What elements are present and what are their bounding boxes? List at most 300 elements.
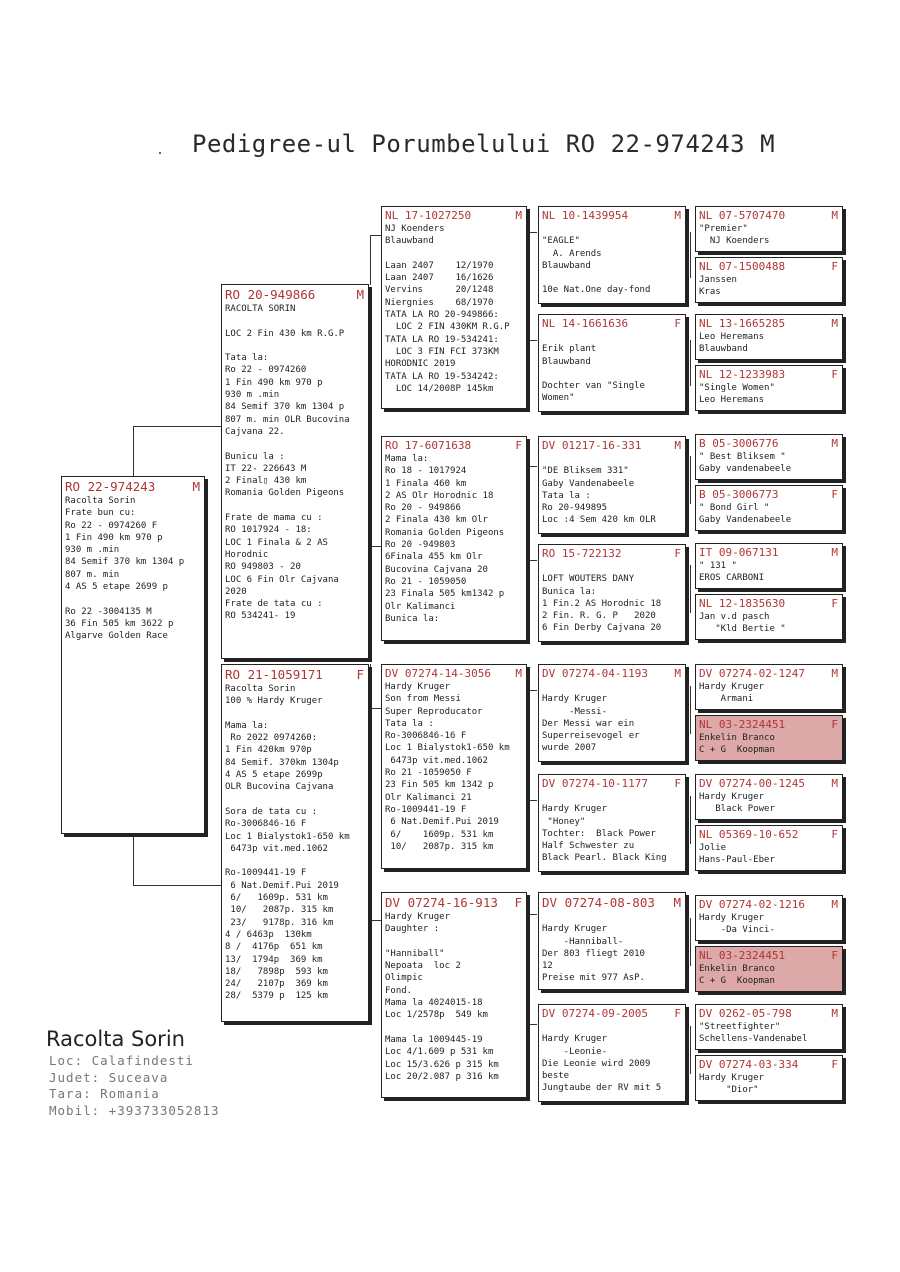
owner-name: Racolta Sorin — [46, 1027, 185, 1051]
note-line: C + G Koopman — [699, 976, 775, 987]
note-line — [225, 794, 365, 806]
note-line: "Streetfighter" — [699, 1022, 781, 1032]
note-line — [225, 315, 365, 327]
sex-marker: M — [831, 898, 838, 911]
ring-number: NL 07-5707470 — [699, 209, 786, 222]
note-line — [385, 1022, 523, 1034]
ring-number: NL 13-1665285 — [699, 317, 786, 330]
note-line: 18/ 7898p 593 km — [225, 966, 328, 977]
note-line: 6 Nat.Demif.Pui 2019 — [225, 880, 339, 891]
sex-marker: M — [831, 1007, 838, 1020]
sex-marker: M — [674, 667, 681, 680]
sex-marker: F — [674, 777, 681, 790]
note-line: Racolta Sorin — [65, 496, 136, 506]
note-line: 1 Fin 490 km 970 p — [225, 377, 323, 388]
note-line: Women" — [542, 393, 575, 404]
pigeon-card-notes — [696, 1071, 842, 1098]
pigeon-card-header — [696, 1056, 842, 1071]
ring-number: DV 07274-04-1193 — [542, 667, 648, 680]
sex-marker: F — [831, 488, 838, 501]
sex-marker: F — [831, 597, 838, 610]
pigeon-card-header — [382, 437, 526, 452]
pigeon-card-g3 — [695, 314, 843, 360]
note-line: wurde 2007 — [542, 743, 597, 754]
note-line: Jolie — [699, 843, 727, 853]
note-line: Blauwband — [542, 356, 591, 367]
pigeon-card-header — [539, 437, 685, 452]
note-line: 28/ 5379 p 125 km — [225, 991, 328, 1002]
connector-line — [690, 686, 691, 734]
note-line: Jungtaube der RV mit 5 — [542, 1083, 662, 1094]
note-line: 13/ 1794p 369 km — [225, 954, 323, 965]
pigeon-card-notes — [696, 962, 842, 989]
ring-number: NL 03-2324451 — [699, 718, 786, 731]
pigeon-card-g4 — [695, 365, 843, 411]
connector-line — [690, 796, 691, 844]
note-line: Loc :4 Sem 420 km OLR — [542, 515, 656, 526]
note-line: Romania Golden Pigeons — [385, 527, 505, 538]
ring-number: DV 07274-10-1177 — [542, 777, 648, 790]
sex-marker: M — [831, 317, 838, 330]
note-line — [542, 561, 682, 573]
note-line: beste — [542, 1071, 570, 1082]
note-line: "Single Women" — [699, 383, 775, 393]
note-line: LOC 6 Fin Olr Cajvana — [225, 574, 339, 585]
pigeon-card-header — [222, 665, 368, 682]
note-line — [542, 453, 682, 465]
note-line: 6/ 1609p. 531 km — [385, 829, 494, 840]
note-line: Black Power — [699, 804, 775, 815]
pigeon-card-header — [696, 366, 842, 381]
connector-line — [370, 435, 371, 546]
pigeon-card-notes — [696, 790, 842, 817]
sex-marker: M — [831, 209, 838, 222]
ring-number: DV 01217-16-331 — [542, 439, 642, 452]
owner-location: Loc: Calafindesti — [49, 1053, 194, 1068]
pigeon-card-g14 — [695, 946, 843, 992]
note-line — [542, 272, 682, 284]
owner-country: Tara: Romania — [49, 1086, 160, 1101]
connector-line — [529, 800, 537, 801]
note-line: Racolta Sorin — [225, 684, 296, 694]
note-line: Cajvana 22. — [225, 426, 285, 437]
sex-marker: M — [192, 479, 200, 494]
note-line: Frate de mama cu : — [225, 513, 323, 524]
note-line — [542, 223, 682, 235]
note-line: Bunica la: — [385, 613, 440, 624]
pigeon-card-g13 — [695, 895, 843, 941]
note-line: "EAGLE" — [542, 236, 580, 247]
note-line: Ro 21 -1059050 F — [385, 768, 472, 779]
pigeon-card-notes — [382, 680, 526, 854]
note-line: Ro 20-949895 — [542, 503, 608, 514]
note-line — [225, 340, 365, 352]
note-line — [542, 331, 682, 343]
note-line: 6Finala 455 km Olr — [385, 552, 483, 563]
note-line: Loc 4/1.609 p 531 km — [385, 1047, 494, 1058]
pigeon-card-mmm — [538, 1004, 686, 1102]
note-line: Superreisevogel er — [542, 731, 640, 742]
note-line: 24/ 2107p 369 km — [225, 979, 328, 990]
pigeon-card-notes — [696, 450, 842, 477]
note-line: Tata la: — [225, 353, 269, 364]
note-line: Hardy Kruger — [699, 682, 765, 692]
note-line: Mama la: — [385, 454, 429, 464]
pigeon-card-notes — [696, 381, 842, 408]
connector-line — [370, 664, 371, 708]
note-line: -Da Vinci- — [699, 925, 775, 936]
pigeon-card-header — [696, 544, 842, 559]
note-line: RO 949803 - 20 — [225, 562, 301, 573]
note-line: Hardy Kruger — [699, 913, 765, 923]
pigeon-card-notes — [696, 731, 842, 758]
note-line: " Best Bliksem " — [699, 452, 786, 462]
note-line: RO 534241- 19 — [225, 611, 296, 622]
note-line: " 131 " — [699, 561, 737, 571]
note-line: TATA LA RO 19-534242: — [385, 371, 499, 382]
note-line — [225, 438, 365, 450]
note-line: -Leonie- — [542, 1046, 608, 1057]
note-line: Romania Golden Pigeons — [225, 488, 345, 499]
note-line: LOC 14/2008P 145km — [385, 383, 494, 394]
note-line: Ro 20 -949803 — [385, 540, 456, 551]
pigeon-card-ff — [381, 206, 527, 409]
note-line — [225, 708, 365, 720]
pigeon-card-header — [382, 207, 526, 222]
pigeon-card-mff — [538, 664, 686, 762]
note-line: NJ Koenders — [385, 224, 445, 234]
note-line: 2 Final▯ 430 km — [225, 476, 307, 487]
sex-marker: M — [515, 667, 522, 680]
ring-number: DV 07274-09-2005 — [542, 1007, 648, 1020]
note-line: Horodnic — [225, 549, 269, 560]
ring-number: NL 03-2324451 — [699, 949, 786, 962]
note-line: TATA LA RO 19-534241: — [385, 334, 499, 345]
note-line: 1 Finala 460 km — [385, 478, 467, 489]
note-line: 8 / 4176p 651 km — [225, 942, 323, 953]
note-line: NJ Koenders — [699, 236, 770, 247]
note-line: Super Reproducator — [385, 706, 483, 717]
note-line: 2 Finala 430 km Olr — [385, 515, 488, 526]
note-line: 100 % Hardy Kruger — [225, 696, 323, 707]
pigeon-card-mmf — [538, 892, 686, 990]
note-line: Tata la : — [385, 718, 434, 729]
ring-number: RO 15-722132 — [542, 547, 622, 560]
note-line — [542, 791, 682, 803]
connector-line — [370, 235, 371, 285]
note-line: Ro 20 - 949866 — [385, 503, 461, 514]
note-line: EROS CARBONI — [699, 573, 765, 584]
connector-line — [690, 1026, 691, 1074]
pigeon-card-g9 — [695, 664, 843, 710]
connector-line — [529, 1024, 537, 1025]
note-line: 84 Semif. 370km 1304p — [225, 757, 339, 768]
note-line: OLR Bucovina Cajvana — [225, 782, 334, 793]
note-line: Laan 2407 12/1970 — [385, 260, 494, 271]
pigeon-card-header — [696, 896, 842, 911]
pigeon-card-header — [696, 775, 842, 790]
connector-line — [370, 870, 371, 920]
note-line: Mama la 4024015-18 — [385, 998, 483, 1009]
note-line: Ro 22 -3004135 M — [65, 606, 152, 617]
note-line: Nepoata loc 2 — [385, 961, 461, 972]
note-line: 10/ 2087p. 315 km — [225, 905, 334, 916]
note-line: Ro 21 - 1059050 — [385, 576, 467, 587]
note-line: Loc 1 Bialystok1-650 km — [385, 743, 510, 754]
note-line: Algarve Golden Race — [65, 631, 168, 642]
pigeon-card-g11 — [695, 774, 843, 820]
note-line: Enkelin Branco — [699, 964, 775, 974]
note-line: 23 Finala 505 km1342 p — [385, 589, 505, 600]
pigeon-card-fmm — [538, 544, 686, 642]
ring-number: NL 07-1500488 — [699, 260, 786, 273]
note-line: 12 — [542, 961, 553, 972]
pigeon-card-notes — [696, 330, 842, 357]
connector-line — [529, 690, 537, 691]
ring-number: NL 12-1835630 — [699, 597, 786, 610]
note-line: Hardy Kruger — [542, 804, 608, 815]
note-line: Olr Kalimanci — [385, 601, 456, 612]
note-line: -Hanniball- — [542, 936, 624, 947]
pigeon-card-header — [696, 486, 842, 501]
note-line: Olimpic — [385, 973, 423, 984]
note-line: 10/ 2087p. 315 km — [385, 841, 494, 852]
note-line: 84 Semif 370 km 1304 p — [65, 557, 185, 568]
pigeon-card-fm — [381, 436, 527, 641]
note-line: Jan v.d pasch — [699, 612, 770, 622]
note-line: 4 AS 5 etape 2699 p — [65, 582, 168, 593]
note-line: 1 Fin 420km 970p — [225, 745, 312, 756]
note-line — [542, 368, 682, 380]
sex-marker: F — [831, 828, 838, 841]
note-line: Der 803 fliegt 2010 — [542, 948, 645, 959]
pigeon-card-notes — [539, 452, 685, 528]
note-line — [385, 936, 523, 948]
owner-contact — [49, 1053, 220, 1119]
note-line: "DE Bliksem 331" — [542, 466, 629, 477]
note-line: 6473p vit.med.1062 — [225, 843, 328, 854]
pigeon-card-notes — [696, 680, 842, 707]
note-line: Son from Messi — [385, 694, 461, 705]
note-line: Mama la 1009445-19 — [385, 1034, 483, 1045]
note-line: Ro-3006846-16 F — [385, 731, 467, 742]
note-line: Kras — [699, 287, 721, 298]
pigeon-card-header — [696, 207, 842, 222]
note-line: "Kld Bertie " — [699, 624, 786, 635]
note-line: Bunica la: — [542, 586, 597, 597]
note-line: Ro 18 - 1017924 — [385, 466, 467, 477]
pigeon-card-header — [539, 207, 685, 222]
scan-dot — [159, 152, 161, 154]
note-line: LOC 3 FIN FCI 373KM — [385, 346, 499, 357]
ring-number: IT 09-067131 — [699, 546, 779, 559]
note-line: Hardy Kruger — [385, 912, 451, 922]
pigeon-card-mfm — [538, 774, 686, 872]
ring-number: DV 07274-02-1216 — [699, 898, 805, 911]
pigeon-card-fff — [538, 206, 686, 304]
note-line: "Hanniball" — [385, 948, 445, 959]
note-line — [225, 500, 365, 512]
pigeon-card-header — [696, 1005, 842, 1020]
pigeon-card-ffm — [538, 314, 686, 412]
sex-marker: F — [674, 547, 681, 560]
note-line: Hardy Kruger — [542, 694, 608, 705]
note-line: Armani — [699, 694, 754, 705]
pigeon-card-header — [62, 477, 204, 494]
sex-marker: M — [831, 777, 838, 790]
note-line: 1 Fin 490 km 970 p — [65, 532, 163, 543]
note-line: Ro 2022 0974260: — [225, 733, 318, 744]
pigeon-card-notes — [539, 222, 685, 298]
note-line: Gaby Vandenabeele — [542, 478, 635, 489]
pigeon-card-notes — [539, 330, 685, 406]
ring-number: NL 12-1233983 — [699, 368, 786, 381]
connector-line — [690, 456, 691, 504]
pigeon-card-header — [696, 716, 842, 731]
note-line: 84 Semif 370 km 1304 p — [225, 402, 345, 413]
ring-number: RO 20-949866 — [225, 287, 316, 302]
pigeon-card-g15 — [695, 1004, 843, 1050]
pigeon-card-g6 — [695, 485, 843, 531]
pigeon-card-mf — [381, 664, 527, 869]
note-line: Loc 15/3.626 p 315 km — [385, 1059, 499, 1070]
pigeon-card-notes — [62, 494, 204, 644]
ring-number: DV 07274-03-334 — [699, 1058, 799, 1071]
ring-number: DV 07274-00-1245 — [699, 777, 805, 790]
note-line: C + G Koopman — [699, 745, 775, 756]
note-line: 1 Fin.2 AS Horodnic 18 — [542, 598, 662, 609]
connector-line — [133, 885, 223, 886]
pigeon-card-header — [222, 285, 368, 302]
connector-line — [690, 340, 691, 386]
pigeon-card-header — [696, 315, 842, 330]
note-line: Niergnies 68/1970 — [385, 297, 494, 308]
pigeon-card-notes — [696, 222, 842, 249]
sex-marker: F — [674, 317, 681, 330]
ring-number: NL 10-1439954 — [542, 209, 629, 222]
ring-number: DV 0262-05-798 — [699, 1007, 792, 1020]
note-line: 6 Nat.Demif.Pui 2019 — [385, 817, 499, 828]
pigeon-card-notes — [222, 302, 368, 624]
note-line: 6 Fin Derby Cajvana 20 — [542, 623, 662, 634]
pigeon-card-header — [539, 1005, 685, 1020]
pigeon-card-g5 — [695, 434, 843, 480]
pigeon-card-g7 — [695, 543, 843, 589]
pigeon-card-header — [539, 893, 685, 910]
note-line — [542, 681, 682, 693]
note-line: 23/ 9178p. 316 km — [225, 917, 334, 928]
owner-county: Judet: Suceava — [49, 1069, 169, 1085]
note-line: Blauwband — [385, 236, 434, 247]
note-line: 6/ 1609p. 531 km — [225, 893, 328, 904]
note-line: Mama la: — [225, 720, 269, 731]
note-line: Dochter van "Single — [542, 381, 645, 392]
note-line: LOFT WOUTERS DANY — [542, 574, 635, 585]
note-line: Gaby vandenabeele — [699, 464, 792, 475]
pigeon-card-notes — [696, 273, 842, 300]
connector-line — [529, 232, 537, 233]
pigeon-card-header — [696, 595, 842, 610]
connector-line — [133, 426, 223, 427]
note-line: LOC 2 FIN 430KM R.G.P — [385, 322, 510, 333]
ring-number: NL 14-1661636 — [542, 317, 629, 330]
pigeon-card-notes — [696, 1020, 842, 1047]
note-line: LOC 2 Fin 430 km R.G.P — [225, 328, 345, 339]
pigeon-card-header — [382, 893, 526, 910]
note-line: Frate de tata cu : — [225, 599, 323, 610]
note-line: Bunicu la : — [225, 451, 285, 462]
pigeon-card-header — [539, 315, 685, 330]
note-line: IT 22- 226643 M — [225, 463, 307, 474]
sex-marker: M — [674, 439, 681, 452]
ring-number: NL 05369-10-652 — [699, 828, 799, 841]
note-line: 807 m. min OLR Bucovina — [225, 414, 350, 425]
note-line: Ro-3006846-16 F — [225, 819, 307, 830]
note-line: Black Pearl. Black King — [542, 853, 667, 864]
pigeon-card-notes — [539, 1020, 685, 1096]
note-line: Laan 2407 16/1626 — [385, 273, 494, 284]
ring-number: DV 07274-16-913 — [385, 895, 498, 910]
note-line: "Dior" — [699, 1085, 759, 1096]
pigeon-card-notes — [539, 790, 685, 866]
connector-line — [690, 918, 691, 966]
note-line: LOC 1 Finala & 2 AS — [225, 537, 328, 548]
note-line: Blauwband — [699, 344, 748, 355]
ring-number: RO 21-1059171 — [225, 667, 323, 682]
note-line — [542, 911, 682, 923]
sex-marker: M — [356, 287, 364, 302]
note-line: Tochter: Black Power — [542, 828, 656, 839]
ring-number: B 05-3006773 — [699, 488, 779, 501]
note-line: Fond. — [385, 985, 413, 996]
sex-marker: M — [673, 895, 681, 910]
note-line: Leo Heremans — [699, 395, 765, 406]
note-line: RACOLTA SORIN — [225, 304, 296, 314]
pigeon-card-header — [696, 947, 842, 962]
sex-marker: M — [831, 667, 838, 680]
note-line: Half Schwester zu — [542, 841, 635, 852]
ring-number: DV 07274-08-803 — [542, 895, 655, 910]
note-line — [65, 593, 201, 605]
note-line: Schellens-Vandenabel — [699, 1034, 808, 1045]
note-line — [542, 1021, 682, 1033]
sex-marker: F — [831, 368, 838, 381]
pigeon-card-g10 — [695, 715, 843, 761]
ring-number: DV 07274-14-3056 — [385, 667, 491, 680]
pigeon-card-fmf — [538, 436, 686, 534]
sex-marker: F — [831, 1058, 838, 1071]
note-line: "Honey" — [542, 816, 586, 827]
note-line: Daughter : — [385, 924, 440, 935]
note-line: Leo Heremans — [699, 332, 765, 342]
pigeon-card-g16 — [695, 1055, 843, 1101]
note-line: 930 m .min — [225, 390, 280, 401]
note-line: Janssen — [699, 275, 737, 285]
ring-number: RO 17-6071638 — [385, 439, 472, 452]
sex-marker: F — [674, 1007, 681, 1020]
pigeon-card-subject — [61, 476, 205, 834]
note-line: Bucovina Cajvana 20 — [385, 564, 488, 575]
note-line — [225, 855, 365, 867]
note-line: Sora de tata cu : — [225, 806, 318, 817]
note-line: Gaby Vandenabeele — [699, 515, 792, 526]
pigeon-card-g2 — [695, 257, 843, 303]
note-line: Loc 1/2578p 549 km — [385, 1010, 488, 1021]
pigeon-card-notes — [382, 910, 526, 1084]
pigeon-card-header — [696, 826, 842, 841]
sex-marker: M — [831, 546, 838, 559]
note-line: Preise mit 977 AsP. — [542, 973, 645, 984]
